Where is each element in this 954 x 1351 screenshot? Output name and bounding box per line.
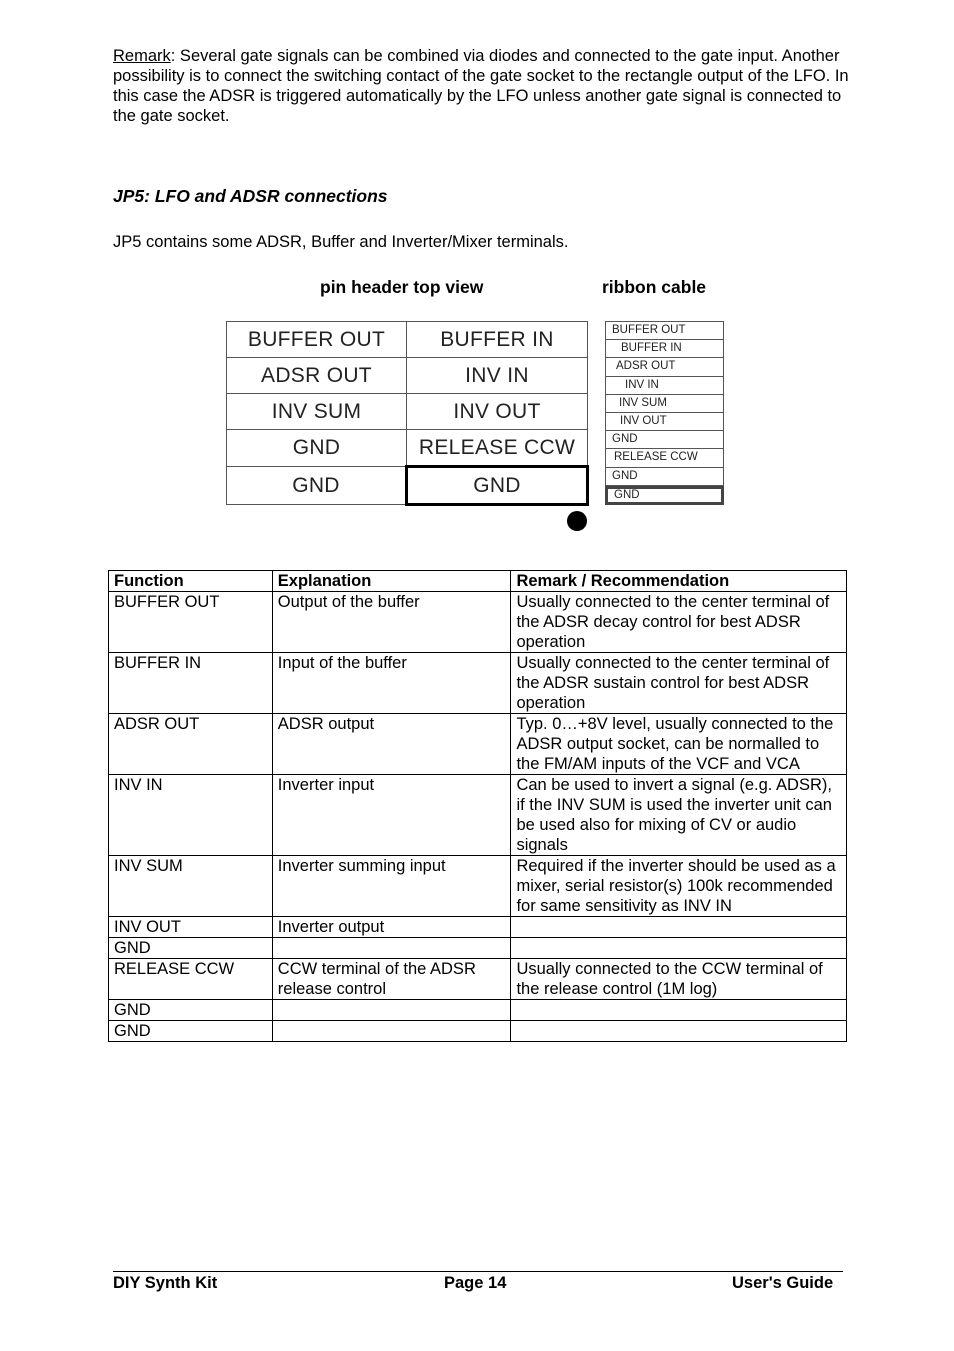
table-row — [109, 714, 847, 775]
footer-divider — [113, 1271, 843, 1272]
cell-explanation: Inverter summing input — [272, 856, 511, 917]
table-row — [109, 959, 847, 1000]
table-row — [109, 917, 847, 938]
ribbon-wire: INV OUT — [606, 413, 723, 431]
table-row — [109, 1000, 847, 1021]
section-title: JP5: LFO and ADSR connections — [113, 186, 388, 206]
footer-left: DIY Synth Kit — [113, 1274, 218, 1292]
ribbon-wire: BUFFER OUT — [606, 322, 723, 340]
ribbon-wire: GND — [606, 431, 723, 449]
cell-remark — [511, 1021, 847, 1042]
cell-remark — [511, 1000, 847, 1021]
cell-explanation: ADSR output — [272, 714, 511, 775]
ribbon-wire: INV IN — [606, 377, 723, 395]
pin-header-caption: pin header top view — [320, 277, 484, 297]
ribbon-wire: INV SUM — [606, 395, 723, 413]
pin-cell: INV SUM — [227, 394, 407, 430]
ribbon-cable-diagram — [605, 321, 724, 505]
cell-remark: Usually connected to the CCW terminal of the release control (1M log) — [511, 959, 847, 1000]
cell-function: RELEASE CCW — [109, 959, 273, 1000]
footer-right: User's Guide — [732, 1274, 834, 1292]
ribbon-wire-pin1: GND — [605, 486, 724, 505]
cell-explanation — [272, 938, 511, 959]
cell-function: BUFFER OUT — [109, 592, 273, 653]
header-function: Function — [109, 571, 273, 592]
pin-cell: GND — [227, 430, 407, 467]
table-header-row — [109, 571, 847, 592]
ribbon-wire: BUFFER IN — [606, 340, 723, 358]
pin-cell: RELEASE CCW — [407, 430, 588, 467]
cell-remark: Required if the inverter should be used as a mixer, serial resistor(s) 100k recommended for same sensitivity as INV IN — [511, 856, 847, 917]
footer-page-number: Page 14 — [444, 1274, 507, 1292]
table-row — [109, 856, 847, 917]
cell-explanation: CCW terminal of the ADSR release control — [272, 959, 511, 1000]
pin-cell: INV IN — [407, 358, 588, 394]
cell-function: INV OUT — [109, 917, 273, 938]
function-table — [108, 570, 847, 1042]
table-row — [109, 1021, 847, 1042]
cell-explanation: Inverter input — [272, 775, 511, 856]
cell-explanation: Input of the buffer — [272, 653, 511, 714]
cell-function: INV SUM — [109, 856, 273, 917]
table-row — [109, 592, 847, 653]
pin-cell: BUFFER OUT — [227, 322, 407, 358]
pin-cell: ADSR OUT — [227, 358, 407, 394]
cell-remark: Can be used to invert a signal (e.g. ADSR), if the INV SUM is used the inverter unit can be used also for mixing of CV or audio signals — [511, 775, 847, 856]
ribbon-wire: ADSR OUT — [606, 358, 723, 376]
remark-paragraph — [113, 46, 853, 126]
cell-remark — [511, 917, 847, 938]
remark-text: : Several gate signals can be combined via diodes and connected to the gate input. Another possibility is to connect the switching contact of the gate socket to the rectangle output of the LFO. In this case the ADSR is triggered automatically by the LFO unless another gate signal is connected to the gate socket. — [113, 47, 849, 125]
cell-function: GND — [109, 1000, 273, 1021]
cell-explanation — [272, 1000, 511, 1021]
cell-remark: Usually connected to the center terminal of the ADSR decay control for best ADSR operation — [511, 592, 847, 653]
cell-remark: Usually connected to the center terminal of the ADSR sustain control for best ADSR operation — [511, 653, 847, 714]
cell-function: INV IN — [109, 775, 273, 856]
ribbon-wire: RELEASE CCW — [606, 449, 723, 467]
cell-function: BUFFER IN — [109, 653, 273, 714]
pin-header-diagram — [226, 321, 589, 506]
intro-text: JP5 contains some ADSR, Buffer and Inverter/Mixer terminals. — [113, 233, 569, 251]
pin-cell: BUFFER IN — [407, 322, 588, 358]
cell-explanation — [272, 1021, 511, 1042]
ribbon-caption: ribbon cable — [602, 277, 707, 297]
cell-explanation: Inverter output — [272, 917, 511, 938]
table-row — [109, 938, 847, 959]
table-row — [109, 653, 847, 714]
header-explanation: Explanation — [272, 571, 511, 592]
cell-explanation: Output of the buffer — [272, 592, 511, 653]
pin1-marker-dot — [567, 511, 587, 531]
cell-remark — [511, 938, 847, 959]
cell-function: GND — [109, 938, 273, 959]
pin-cell: GND — [227, 467, 407, 505]
cell-remark: Typ. 0…+8V level, usually connected to the ADSR output socket, can be normalled to the FM/AM inputs of the VCF and VCA — [511, 714, 847, 775]
table-row — [109, 775, 847, 856]
cell-function: ADSR OUT — [109, 714, 273, 775]
remark-label: Remark — [113, 47, 171, 65]
pin-cell: INV OUT — [407, 394, 588, 430]
header-remark: Remark / Recommendation — [511, 571, 847, 592]
pin-cell-pin1: GND — [407, 467, 588, 505]
cell-function: GND — [109, 1021, 273, 1042]
ribbon-wire: GND — [606, 468, 723, 486]
